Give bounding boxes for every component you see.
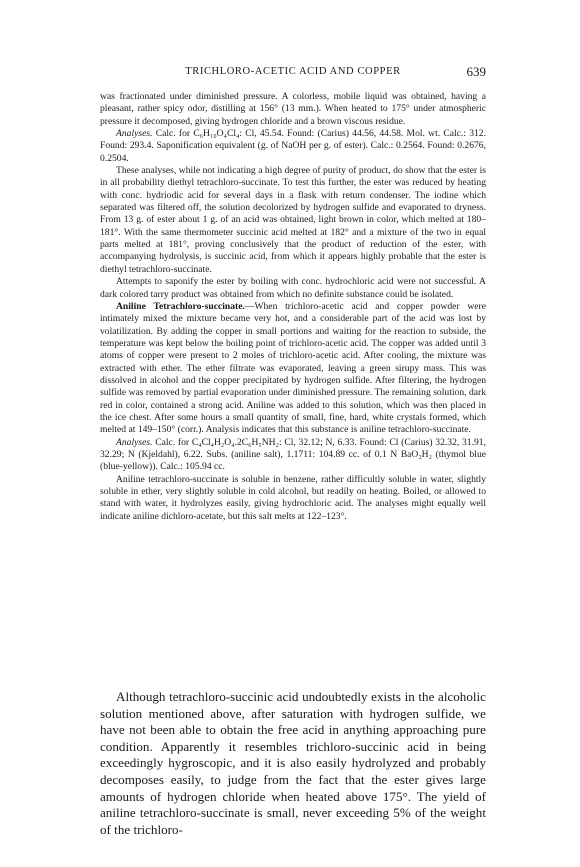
paragraph-reduction-test: These analyses, while not indicating a high degree of purity of product, do show that the ester is in all probability diethyl tetrachloro-succinate. To test this further, the ester was reduced by heating with conc. hydriodic acid for several days in a flask with return condenser. The iodine which separated was filtered off, the solution decolorized by hydrogen sulfide and evaporated to dryness. From 13 g. of ester about 1 g. of an acid was obtained, light brown in color, which melted at 180–181°. With the same thermometer succinic acid melted at 182° and a mixture of the two in equal parts melted at 181°, proving conclusively that the product of reduction of the ester, with accompanying hydrolysis, is succinic acid, from which it appears highly probable that the ester is diethyl tetrachloro-succinate.	[100, 165, 486, 275]
running-head: TRICHLORO-ACETIC ACID AND COPPER	[185, 66, 401, 77]
large-print-paragraph: Although tetrachloro-succinic acid undoubtedly exists in the alcoholic solution mentioned above, after saturation with hydrogen sulfide, we have not been able to obtain the free acid in anything approaching pure condition. Apparently it resembles trichloro-succinic acid in being exceedingly hygroscopic, and it is also easily hydrolyzed and probably decomposes easily, to judge from the fact that the ester gives large amounts of hydrogen chloride when heated above 175°. The yield of aniline tetrachloro-succinate is small, never exceeding 5% of the weight of the trichloro-	[100, 689, 486, 837]
paragraph-analyses-ester: Analyses. Calc. for C₆H₁₀O₄Cl₄: Cl, 45.54. Found: (Carius) 44.56, 44.58. Mol. wt. Calc.: 312. Found: 293.4. Saponification equivalent (g. of NaOH per g. of ester). Calc.: 0.2564. Found: 0.2676, 0.2504.	[100, 128, 486, 164]
small-print-body	[100, 91, 486, 523]
page-number: 639	[466, 64, 486, 79]
analyses-lead: Analyses.	[116, 436, 153, 448]
paragraph-aniline-section: Aniline Tetrachloro-succinate.—When trichloro-acetic acid and copper powder were intimately mixed the mixture became very hot, and a considerable part of the acid was lost by volatilization. By adding the copper in small portions and waiting for the reaction to subside, the temperature was kept below the boiling point of trichloro-acetic acid. The copper was added until 3 atoms of copper were present to 2 moles of trichloro-acetic acid. After cooling, the mixture was extracted with ether. The ether filtrate was evaporated, leaving a green sirupy mass. This was dissolved in alcohol and the copper precipitated by hydrogen sulfide. After filtering, the hydrogen sulfide was removed by partial evaporation under diminished pressure. The remaining solution, dark red in color, contained a strong acid. Aniline was added to this solution, which was then placed in the ice chest. After some hours a small quantity of small, fine, hard, white crystals formed, which melted at 149–150° (corr.). Analysis indicates that this substance is aniline tetrachloro-succinate.	[100, 300, 486, 436]
paragraph-saponify-attempt: Attempts to saponify the ester by boiling with conc. hydrochloric acid were not successful. A dark colored tarry product was obtained from which no definite substance could be isolated.	[100, 276, 486, 300]
paragraph-solubility: Aniline tetrachloro-succinate is soluble in benzene, rather difficultly soluble in water, slightly soluble in ether, very slightly soluble in cold alcohol, but readily on heating. Boiled, or allowed to stand with water, it hydrolyzes easily, giving hydrochloric acid. The analyses might equally well indicate aniline dichloro-acetate, but this salt melts at 122–123°.	[100, 473, 486, 522]
paragraph-fractionation: was fractionated under diminished pressure. A colorless, mobile liquid was obtained, having a pleasant, rather spicy odor, distilling at 156° (13 mm.). When heated to 175° under atmospheric pressure it decomposed, giving hydrogen chloride and a brown viscous residue.	[100, 91, 486, 127]
analyses-lead: Analyses.	[116, 128, 153, 140]
page-header	[100, 66, 486, 82]
paragraph-analyses-aniline: Analyses. Calc. for C₄Cl₄H₂O₄.2C₆H₅NH₂: Cl, 32.12; N, 6.33. Found: Cl (Carius) 32.32, 31.91, 32.29; N (Kjeldahl), 6.22. Subs. (aniline salt), 1.1711: 104.89 cc. of 0.1 N BaO₂H₂ (thymol blue (blue-yellow)). Calc.: 105.94 cc.	[100, 436, 486, 473]
section-heading: Aniline Tetrachloro-succinate.	[116, 300, 245, 312]
